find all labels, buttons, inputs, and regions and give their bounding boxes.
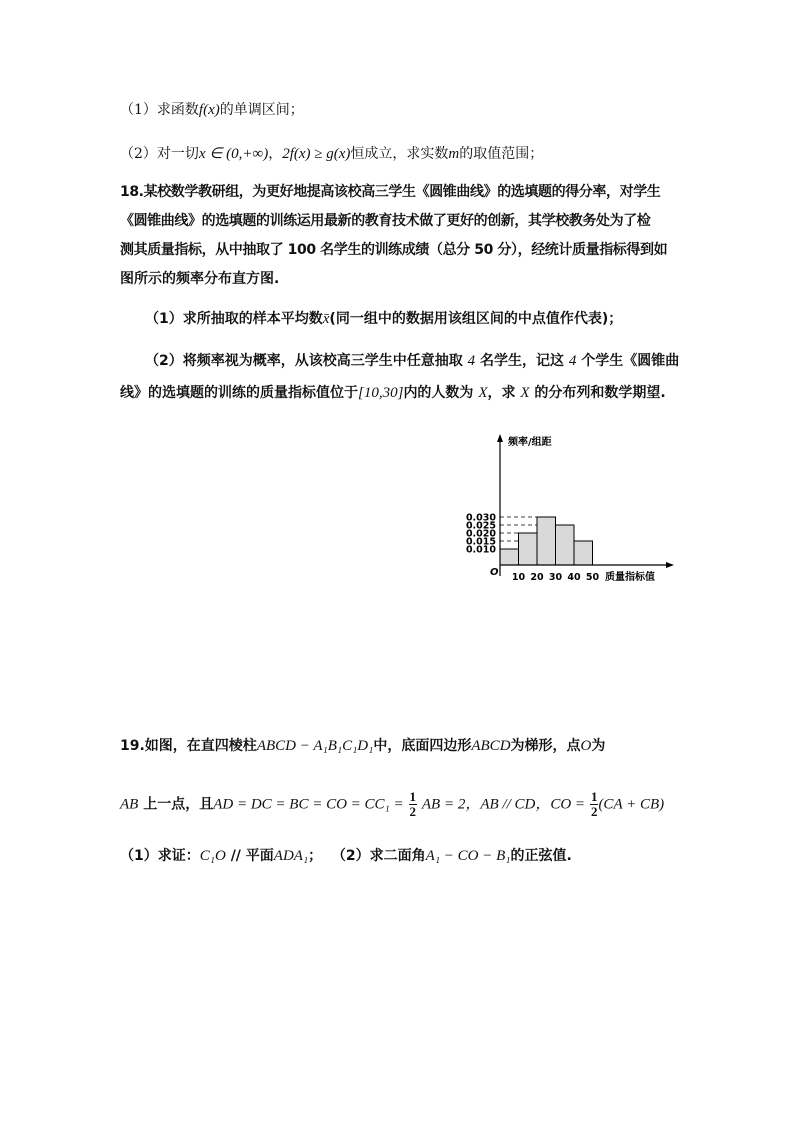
- q18-part2a-post: 个学生《圆锥曲: [581, 353, 680, 369]
- origin-label: O: [490, 567, 499, 578]
- y-tick-label: 0.025: [465, 520, 496, 532]
- q18-part1-post: (同一组中的数据用该组区间的中点值作代表)；: [329, 311, 623, 327]
- q17-part2-comma: ，: [268, 146, 283, 162]
- q19-l2-eq: AD = DC = BC = CO = CC₁ =: [213, 796, 404, 813]
- q18-part2b-mid2: ，求: [487, 385, 516, 401]
- q19-l1-O: O: [580, 738, 592, 754]
- q18-part2b-mid: 内的人数为: [403, 385, 474, 401]
- q19-l1-mid2: 为梯形，点: [510, 738, 581, 754]
- q18-part2b: [120, 383, 666, 403]
- q18-part2a-mid: 名学生，记这: [480, 353, 564, 369]
- frac1-den: 2: [409, 804, 417, 819]
- q18-line3: 测其质量指标，从中抽取了 100 名学生的训练成绩（总分 50 分），经统计质量指标得到如: [120, 242, 668, 258]
- q18-part2a-n2: 4: [568, 353, 577, 369]
- q18-part2b-pre: 线》的选填题的训练的质量指标值位于: [120, 385, 358, 401]
- q19-l1-base: ABCD: [471, 738, 511, 754]
- y-tick-label: 0.030: [465, 512, 496, 524]
- q19-l2-vec: CO =: [550, 796, 586, 813]
- q19-l3-p2: （2）求二面角: [331, 848, 426, 864]
- q18-part2b-interval: [10,30]: [358, 385, 404, 401]
- q18-part1-xbar: x̄: [322, 311, 330, 327]
- fraction-half: [409, 790, 418, 819]
- q19-l1-mid: 中，底面四边形: [373, 738, 472, 754]
- q17-part1-fx: f(x): [198, 102, 220, 118]
- q19-line3: [120, 846, 572, 866]
- q19-l3-ada: ADA₁: [273, 848, 309, 864]
- q17-part2-mid: 恒成立，求实数: [350, 146, 449, 162]
- q19-line1: [120, 736, 605, 756]
- q18-part2b-post: 的分布列和数学期望.: [534, 385, 666, 401]
- q19-l3-p1b: // 平面: [230, 848, 274, 864]
- x-tick-label: 20: [530, 572, 544, 583]
- x-axis-label: 质量指标值: [605, 572, 655, 583]
- q17-part2-ineq: 2f(x) ≥ g(x): [282, 146, 351, 162]
- q19-l2-eq2: AB = 2: [421, 796, 466, 813]
- q18-part2b-X: X: [478, 385, 488, 401]
- q17-part2-cond: x ∈ (0,+∞): [198, 146, 269, 162]
- q17-part2-post: 的取值范围；: [459, 146, 544, 162]
- q18-line4: 图所示的频率分布直方图.: [120, 271, 280, 287]
- histogram-bars: [500, 517, 593, 565]
- frac2-num: 1: [590, 789, 598, 804]
- q19-l3-ang: A₁ − CO − B₁: [425, 848, 511, 864]
- q17-part2: [120, 144, 543, 164]
- q19-l3-p1c: ；: [308, 848, 323, 864]
- q18-line1: 18.某校数学教研组，为更好地提高该校高三学生《圆锥曲线》的选填题的得分率，对学生: [120, 184, 661, 200]
- q17-part1: [120, 100, 304, 120]
- x-axis-arrow: [666, 562, 674, 568]
- q17-part1-post: 的单调区间；: [219, 102, 304, 118]
- x-tick-label: 30: [548, 572, 563, 583]
- y-tick-label: 0.020: [465, 528, 496, 540]
- q19-l1-post: 为: [591, 738, 606, 754]
- x-tick-label: 40: [567, 572, 581, 583]
- q19-l2-pre: 上一点，且: [143, 796, 214, 813]
- histogram-bar-0-10: [500, 549, 519, 565]
- q19-l2-par: ，AB // CD，: [465, 796, 551, 813]
- y-axis-label: 频率/组距: [508, 437, 552, 448]
- y-axis-arrow: [497, 434, 503, 442]
- frac1-num: 1: [409, 789, 417, 804]
- frequency-histogram: [462, 428, 682, 588]
- y-tick-label: 0.015: [465, 536, 496, 548]
- q19-line2: [120, 790, 664, 819]
- x-tick-label: 10: [511, 572, 526, 583]
- q18-line2: 《圆锥曲线》的选填题的训练运用最新的教育技术做了更好的创新，其学校教务处为了检: [120, 213, 651, 229]
- q19-l3-p1: （1）求证：: [120, 848, 200, 864]
- q18-part1-pre: （1）求所抽取的样本平均数: [145, 311, 323, 327]
- x-tick-label: 50: [585, 572, 600, 583]
- q19-l3-p2b: 的正弦值.: [510, 848, 572, 864]
- histogram-bar-30-40: [556, 525, 575, 565]
- q19-l1-pre: 19.如图，在直四棱柱: [120, 738, 257, 754]
- q19-l1-prism: ABCD − A₁B₁C₁D₁: [256, 738, 374, 754]
- q17-part1-pre: （1）求函数: [120, 102, 199, 118]
- q18-part1: [145, 309, 622, 329]
- q18-part2a-n1: 4: [467, 353, 476, 369]
- q17-part2-pre: （2）对一切: [120, 146, 199, 162]
- y-tick-label: 0.010: [465, 544, 496, 556]
- histogram-bar-20-30: [537, 517, 556, 565]
- q18-part2b-X2: X: [520, 385, 530, 401]
- histogram-bar-40-50: [574, 541, 593, 565]
- histogram-bar-10-20: [519, 533, 538, 565]
- q18-part2a-pre: （2）将频率视为概率，从该校高三学生中任意抽取: [145, 353, 463, 369]
- q19-l2-vec2: (CA + CB): [598, 796, 665, 813]
- q18-part2a: [145, 351, 679, 371]
- q19-l3-c1o: C₁O: [199, 848, 226, 864]
- q19-l2-ab: AB: [120, 796, 139, 813]
- q17-part2-m: m: [448, 146, 460, 162]
- frac2-den: 2: [590, 804, 598, 819]
